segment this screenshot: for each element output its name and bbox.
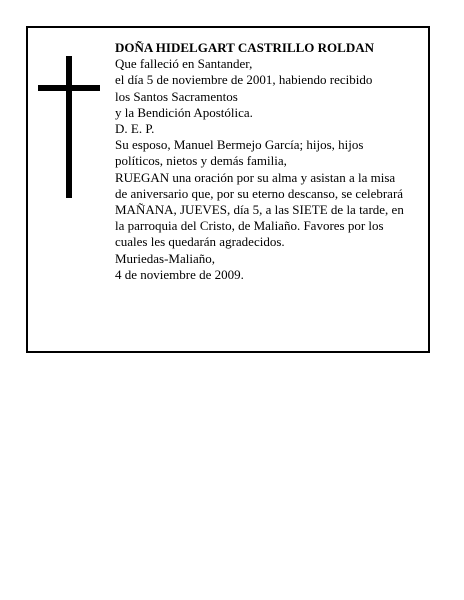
obituary-notice: [26, 26, 430, 353]
notice-line: cuales les quedarán agradecidos.: [115, 234, 285, 250]
notice-line: la parroquia del Cristo, de Maliaño. Favores por los: [115, 218, 384, 234]
cross-vertical-bar: [66, 56, 72, 198]
notice-line: Muriedas-Maliaño,: [115, 250, 216, 266]
notice-line: RUEGAN una oración por su alma y asistan a la misa: [115, 169, 396, 185]
notice-line: políticos, nietos y demás familia,: [115, 153, 287, 169]
notice-line: el día 5 de noviembre de 2001, habiendo recibido: [115, 72, 373, 88]
notice-line: Que falleció en Santander,: [115, 56, 253, 72]
notice-line: los Santos Sacramentos: [115, 88, 238, 104]
notice-line: MAÑANA, JUEVES, día 5, a las SIETE de la tarde, en: [115, 202, 404, 218]
deceased-name: DOÑA HIDELGART CASTRILLO ROLDAN: [115, 40, 374, 55]
notice-line: 4 de noviembre de 2009.: [115, 266, 244, 282]
notice-text: [115, 40, 425, 283]
notice-line: y la Bendición Apostólica.: [115, 104, 253, 120]
notice-line: Su esposo, Manuel Bermejo García; hijos, hijos: [115, 137, 364, 153]
notice-line: de aniversario que, por su eterno descanso, se celebrará: [115, 185, 404, 201]
cross-horizontal-bar: [38, 85, 100, 91]
notice-line: D. E. P.: [115, 121, 155, 137]
